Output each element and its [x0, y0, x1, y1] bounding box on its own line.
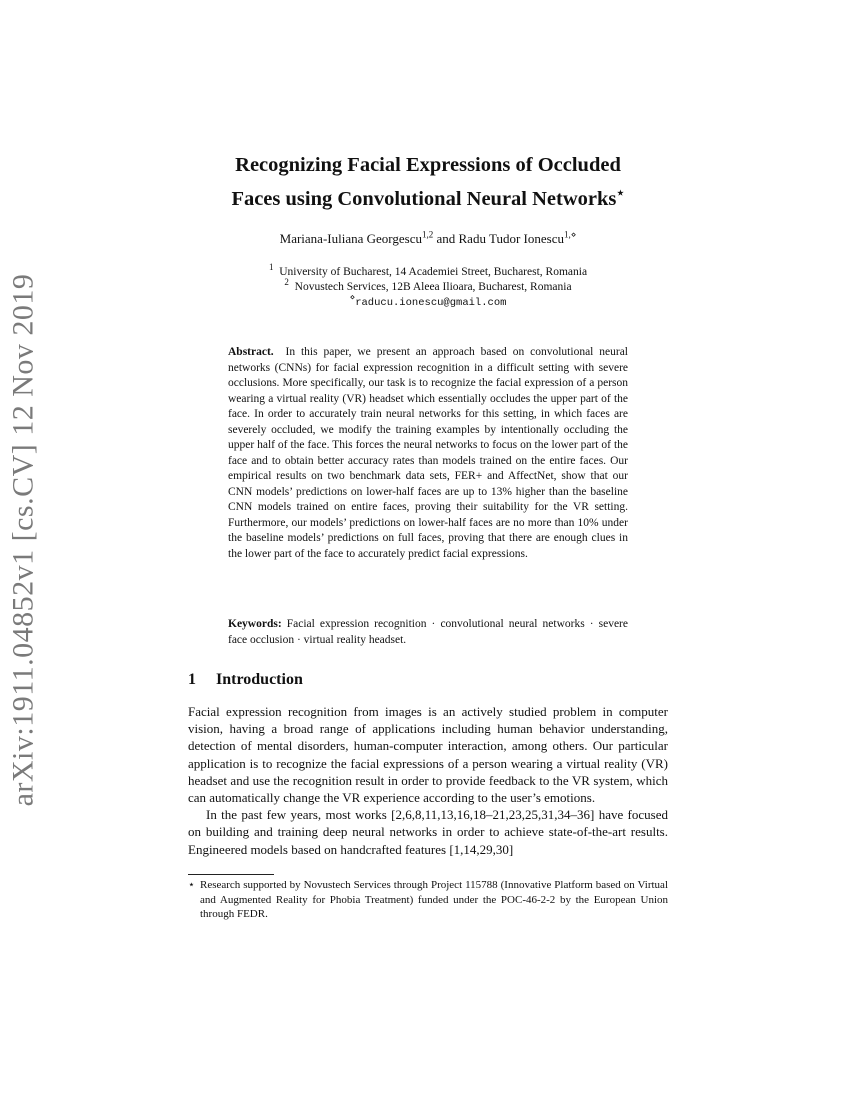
- affiliation-2-mark: 2: [284, 277, 289, 288]
- abstract: [228, 345, 628, 562]
- section-number: 1: [188, 671, 196, 688]
- title-line-1: Recognizing Facial Expressions of Occluded: [235, 154, 621, 176]
- affiliation-2: [188, 277, 668, 295]
- section-title: Introduction: [216, 671, 303, 688]
- intro-paragraph-2: In the past few years, most works [2,6,8,11,13,16,18–21,23,25,31,34–36] have focused on building and training deep neural networks in order to achieve state-of-the-art results. Engineered models based on handcrafted features [1,14,29,30]: [188, 807, 668, 857]
- title-line-2: [188, 179, 668, 213]
- author-name-1: Mariana-Iuliana Georgescu: [279, 231, 422, 246]
- email-mark: ⋄: [349, 292, 356, 303]
- introduction-body: [188, 703, 668, 858]
- footnote-text: Research supported by Novustech Services through Project 115788 (Innovative Platform based on Virtual and Augmented Reality for Phobia Treatment) funded under the POC-46-2-2 by the European Union through FEDR.: [200, 879, 668, 920]
- affiliation-1-text: University of Bucharest, 14 Academiei Street, Bucharest, Romania: [279, 266, 588, 278]
- contact-email: [188, 292, 668, 311]
- affiliation-2-text: Novustech Services, 12B Aleea Ilioara, Bucharest, Romania: [294, 281, 572, 293]
- title-footnote-star-icon: ⋆: [616, 185, 625, 200]
- author-list: [188, 231, 668, 247]
- footnote: [188, 878, 668, 922]
- affiliation-1-mark: 1: [268, 262, 274, 273]
- title-line-2-text: Faces using Convolutional Neural Networks: [231, 187, 617, 210]
- author-2-affiliation-mark: 1,⋄: [563, 229, 577, 240]
- paper-title: [188, 152, 668, 213]
- footnote-divider: [188, 874, 274, 875]
- affiliations: [188, 262, 668, 311]
- author-name-2: Radu Tudor Ionescu: [458, 231, 564, 246]
- keywords: [228, 617, 628, 648]
- abstract-text: In this paper, we present an approach based on convolutional neural networks (CNNs) for facial expression recognition in a difficult setting with severe occlusions. More specifically, our task is to recognize the facial expression of a person wearing a virtual reality (VR) headset which essentially occludes the upper part of the face. In order to accurately train neural networks for this setting, in which faces are severely occluded, we modify the training examples by intentionally occluding the upper half of the face. This forces the neural networks to focus on the lower part of the face and to obtain better accuracy rates than models trained on the entire faces. Our empirical results on two benchmark data sets, FER+ and AffectNet, show that our CNN models’ predictions on lower-half faces are up to 13% higher than the baseline CNN models trained on entire faces, proving their suitability for the VR setting. Furthermore, our models’ predictions on lower-half faces are no more than 10% under the baseline models’ predictions on full faces, proving that there are enough clues in the lower part of the face to accurately predict facial expressions.: [228, 346, 629, 560]
- arxiv-identifier-stamp: [4, 273, 42, 807]
- affiliation-1: [188, 262, 668, 280]
- footnote-star-icon: ⋆: [188, 879, 195, 891]
- author-1-affiliation-mark: 1,2: [421, 229, 434, 240]
- intro-paragraph-1: Facial expression recognition from images is an actively studied problem in computer vision, having a broad range of applications including human behavior understanding, detection of mental disorders, human-computer interaction, among others. Our particular application is to recognize the facial expressions of a person wearing a virtual reality (VR) headset and use the recognition result in order to provide feedback to the VR system, which can automatically change the VR experience according to the user’s emotions.: [188, 704, 668, 806]
- section-heading-introduction: [188, 671, 303, 689]
- abstract-label: Abstract.: [228, 346, 274, 358]
- author-conjunction: and: [433, 231, 459, 246]
- arxiv-identifier-text: arXiv:1911.04852v1 [cs.CV] 12 Nov 2019: [6, 273, 39, 807]
- keywords-label: Keywords:: [228, 618, 282, 630]
- keywords-text: Facial expression recognition · convolutional neural networks · severe face occlusion · virtual reality headset.: [228, 618, 628, 646]
- email-text: raducu.ionescu@gmail.com: [355, 297, 507, 309]
